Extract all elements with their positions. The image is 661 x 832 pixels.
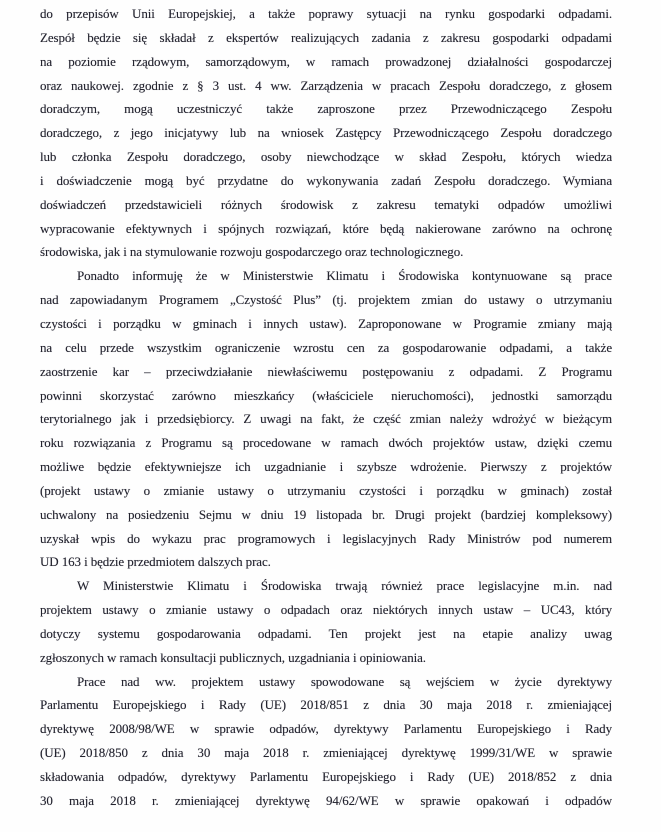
text-line: zaostrzenie kar – przeciwdziałanie niewłaściwemu postępowaniu z odpadami. Z Programu — [40, 363, 612, 379]
text-line: czystości i porządku w gminach i innych ustaw). Zaproponowane w Programie zmiany mają — [40, 315, 612, 331]
text-line: (projekt ustawy o zmianie ustawy o utrzymaniu czystości i porządku w gminach) został — [40, 482, 612, 498]
text-line: (UE) 2018/850 z dnia 30 maja 2018 r. zmieniającej dyrektywę 1999/31/WE w sprawie — [40, 745, 612, 761]
text-line: doradczym, mogą uczestniczyć także zaproszone przez Przewodniczącego Zespołu — [40, 101, 612, 117]
text-line: dyrektywę 2008/98/WE w sprawie odpadów, dyrektywy Parlamentu Europejskiego i Rady — [40, 721, 612, 737]
text-line: środowiska, jak i na stymulowanie rozwoju gospodarczego oraz technologicznego. — [40, 244, 464, 260]
text-line: składowania odpadów, dyrektywy Parlamentu Europejskiego i Rady (UE) 2018/852 z dnia — [40, 769, 612, 784]
text-line: zgłoszonych w ramach konsultacji publicznych, uzgadniania i opiniowania. — [40, 649, 426, 665]
text-line: projektem ustawy o zmianie ustawy o odpadach oraz niektórych innych ustaw – UC43, który — [40, 602, 612, 618]
text-line: doradczego, z jego inicjatywy lub na wniosek Zastępcy Przewodniczącego Zespołu doradczego — [40, 125, 612, 141]
text-line: terytorialnego jak i przedsiębiorcy. Z uwagi na fakt, że część zmian należy wdrożyć w bieżącym — [40, 411, 612, 427]
text-line: W Ministerstwie Klimatu i Środowiska trwają również prace legislacyjne m.in. nad — [77, 578, 612, 594]
text-line: 30 maja 2018 r. zmieniającej dyrektywę 94/62/WE w sprawie opakowań i odpadów — [40, 792, 612, 808]
text-line: Parlamentu Europejskiego i Rady (UE) 2018/851 z dnia 30 maja 2018 r. zmieniającej — [40, 697, 612, 713]
text-line: doświadczeń przedstawicieli różnych środowisk z zakresu tematyki odpadów umożliwi — [40, 196, 612, 212]
page-text — [40, 2, 612, 813]
text-line: powinni skorzystać zarówno mieszkańcy (właściciele nieruchomości), jednostki samorządu — [40, 387, 612, 403]
text-line: i doświadczenie mogą być przydatne do wykonywania zadań Zespołu doradczego. Wymiana — [40, 172, 612, 188]
text-line: na celu przede wszystkim ograniczenie wzrostu cen za gospodarowanie odpadami, a także — [40, 339, 612, 355]
text-line: Ponadto informuję że w Ministerstwie Klimatu i Środowiska kontynuowane są prace — [77, 268, 612, 284]
text-line: na poziomie rządowym, samorządowym, w ramach prowadzonej działalności gospodarczej — [40, 53, 612, 69]
text-line: lub członka Zespołu doradczego, osoby niewchodzące w skład Zespołu, których wiedza — [40, 149, 612, 165]
text-line: wypracowanie efektywnych i spójnych rozwiązań, które będą nakierowane zarówno na ochronę — [40, 220, 612, 236]
text-line: do przepisów Unii Europejskiej, a także poprawy sytuacji na rynku gospodarki odpadami. — [40, 6, 612, 21]
text-line: UD 163 i będzie przedmiotem dalszych prac. — [40, 554, 271, 570]
text-line: uchwalony na posiedzeniu Sejmu w dniu 19 listopada br. Drugi projekt (bardziej kompleksowy) — [40, 506, 612, 522]
text-line: uzyskał wpis do wykazu prac programowych i legislacyjnych Rady Ministrów pod numerem — [40, 530, 612, 546]
text-line: Zespół będzie się składał z ekspertów realizujących zadania z zakresu gospodarki odpadami — [40, 29, 612, 45]
text-line: Prace nad ww. projektem ustawy spowodowane są wejściem w życie dyrektywy — [77, 673, 612, 689]
text-line: możliwe będzie efektywniejsze ich uzgadnianie i szybsze wdrożenie. Pierwszy z projektów — [40, 459, 612, 475]
text-line: oraz naukowej. zgodnie z § 3 ust. 4 ww. Zarządzenia w pracach Zespołu doradczego, z głosem — [40, 77, 612, 93]
text-line: roku rozwiązania z Programu są procedowane w ramach dwóch projektów ustaw, dzięki czemu — [40, 435, 612, 451]
text-line: dotyczy systemu gospodarowania odpadami. Ten projekt jest na etapie analizy uwag — [40, 625, 612, 641]
text-line: nad zapowiadanym Programem „Czystość Plus” (tj. projektem zmian do ustawy o utrzymaniu — [40, 292, 612, 308]
